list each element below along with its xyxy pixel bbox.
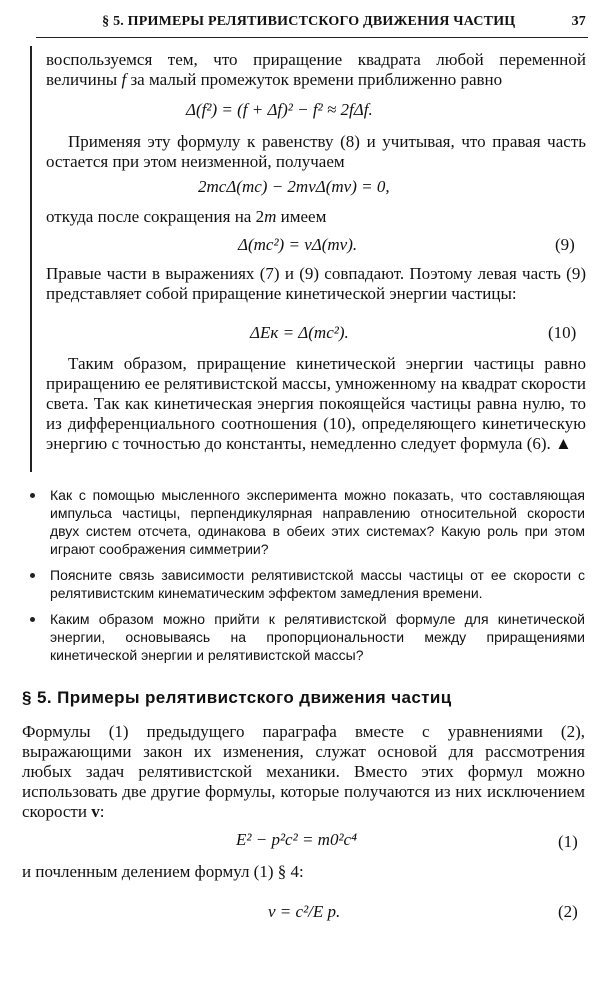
bullet-icon	[30, 573, 35, 578]
equation-9-number: (9)	[555, 235, 575, 254]
paragraph-3-variable: m	[264, 207, 277, 226]
bullet-icon	[30, 617, 35, 622]
equation-9	[238, 235, 357, 255]
equation-9-text: Δ(mc²) = vΔ(mv).	[238, 235, 358, 254]
question-2-text: Поясните связь зависимости релятивистской массы частицы от ее скорости с релятивистским кинематическим эффектом замедления времени.	[50, 567, 585, 601]
paragraph-1-text-b: за малый промежуток времени приближенно равно	[126, 70, 503, 89]
page-number: 37	[571, 14, 586, 29]
header-rule	[36, 37, 588, 38]
equation-2-number: (2)	[558, 902, 578, 921]
paragraph-1	[46, 50, 586, 90]
paragraph-1-text-a: воспользуемся тем, что приращение квадрата любой переменной величины	[46, 50, 586, 89]
paragraph-3-text-a: откуда после сокращения на 2	[46, 207, 265, 226]
equation-delta-f-squared-text: Δ(f²) = (f + Δf)² − f² ≈ 2fΔf.	[186, 100, 373, 119]
paragraph-6-end: :	[99, 802, 105, 821]
question-item	[30, 486, 585, 558]
equation-10-number: (10)	[548, 323, 577, 342]
section-heading: § 5. Примеры релятивистского движения частиц	[22, 688, 452, 707]
paragraph-4: Правые части в выражениях (7) и (9) совпадают. Поэтому левая часть (9) представляет собой приращение кинетической энергии частицы:	[46, 264, 586, 303]
paragraph-7: и почленным делением формул (1) § 4:	[22, 862, 304, 881]
equation-1-number: (1)	[558, 832, 578, 851]
running-head-title: § 5. ПРИМЕРЫ РЕЛЯТИВИСТСКОГО ДВИЖЕНИЯ ЧАСТИЦ	[102, 14, 516, 29]
equation-2-text: v = c²/E p.	[268, 902, 341, 921]
equation-momentum-difference-text: 2mcΔ(mc) − 2mvΔ(mv) = 0,	[198, 177, 390, 196]
paragraph-6-text: Формулы (1) предыдущего параграфа вместе с уравнениями (2), выражающими закон их изменения, служат основой для рассмотрения любых задач релятивистской механики. Вместо этих формул можно использовать две другие формулы, которые получаются из них исключением скорости	[22, 722, 585, 821]
equation-delta-f-squared	[186, 100, 373, 120]
paragraph-6	[22, 722, 585, 822]
equation-10-text: ΔEк = Δ(mc²).	[250, 323, 349, 342]
question-3-text: Каким образом можно прийти к релятивистской формуле для кинетической энергии, основываясь на пропорциональности между приращениями кинетической энергии и релятивистской массы?	[50, 611, 585, 663]
question-item	[30, 610, 585, 664]
question-item	[30, 566, 585, 602]
running-head	[46, 14, 586, 30]
equation-1-text: E² − p²c² = m0²c⁴	[236, 830, 357, 849]
equation-2	[268, 902, 340, 922]
paragraph-5: Таким образом, приращение кинетической энергии частицы равно приращению ее релятивистской массы, умноженному на квадрат скорости света. Так как кинетическая энергия покоящейся частицы равна нулю, то из дифференциального соотношения (10), определяющего кинетическую энергию с точностью до константы, немедленно следует формула (6). ▲	[46, 354, 586, 453]
paragraph-6-velocity: v	[91, 802, 100, 821]
equation-1	[236, 830, 357, 850]
equation-10	[250, 323, 349, 343]
paragraph-3-text-b: имеем	[276, 207, 327, 226]
bullet-icon	[30, 493, 35, 498]
review-questions	[30, 486, 585, 672]
paragraph-3	[46, 207, 586, 227]
proof-margin-bar	[30, 46, 32, 472]
question-1-text: Как с помощью мысленного эксперимента можно показать, что составляющая импульса частицы, перпендикулярная направлению относительной скорости двух систем отсчета, одинакова в обеих этих системах? Какую роль при этом играют соображения симметрии?	[50, 487, 585, 557]
paragraph-1-variable: f	[121, 70, 127, 89]
paragraph-2: Применяя эту формулу к равенству (8) и учитывая, что правая часть остается при этом неизменной, получаем	[46, 132, 586, 171]
equation-momentum-difference	[198, 177, 390, 197]
